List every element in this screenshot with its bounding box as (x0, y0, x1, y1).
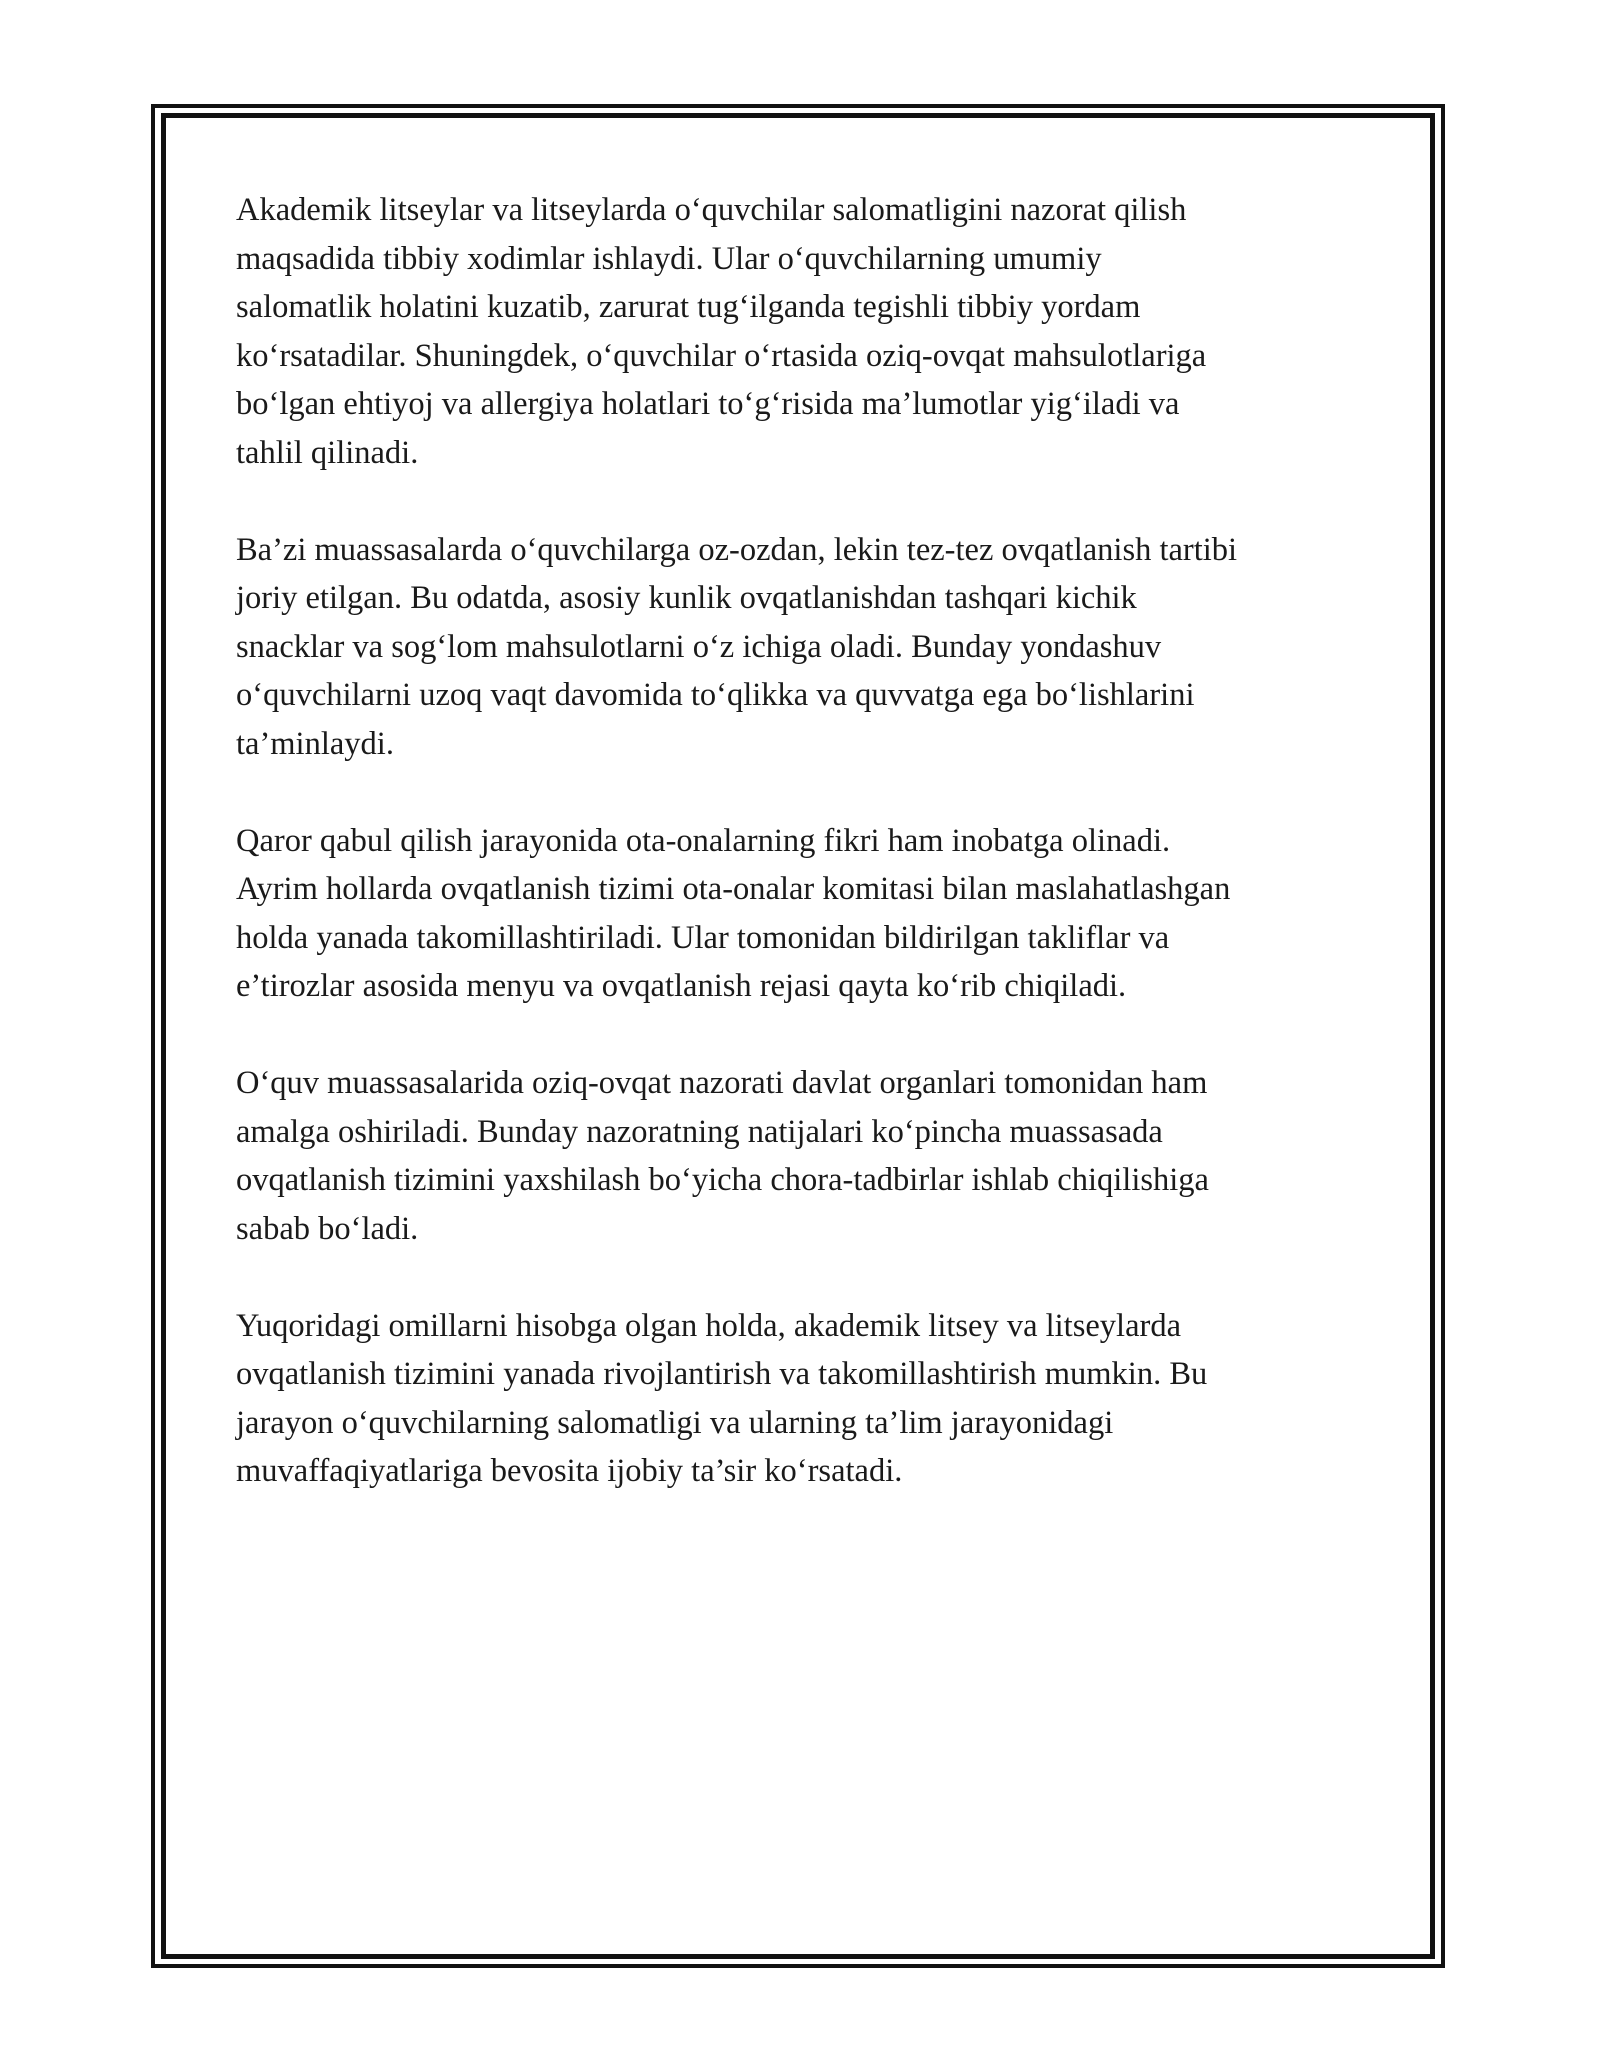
paragraph-meal-schedule: Ba’zi muassasalarda o‘quvchilarga oz-ozdan, lekin tez-tez ovqatlanish tartibi joriy etilgan. Bu odatda, asosiy kunlik ovqatlanishdan tashqari kichik snacklar va sog‘lom mahsulotlarni o‘z ichiga oladi. Bunday yondashuv o‘quvchilarni uzoq vaqt davomida to‘qlikka va quvvatga ega bo‘lishlarini ta’minlaydi. (236, 531, 1238, 762)
document-body (236, 186, 1376, 1544)
paragraph-parent-input: Qaror qabul qilish jarayonida ota-onalarning fikri ham inobatga olinadi. Ayrim hollarda ovqatlanish tizimi ota-onalar komitasi bilan maslahatlashgan holda yanada takomillashtiriladi. Ular tomonidan bildirilgan takliflar va e’tirozlar asosida menyu va ovqatlanish rejasi qayta ko‘rib chiqiladi. (236, 822, 1231, 1004)
paragraph-state-control: O‘quv muassasalarida oziq-ovqat nazorati davlat organlari tomonidan ham amalga oshiriladi. Bunday nazoratning natijalari ko‘pincha muassasada ovqatlanish tizimini yaxshilash bo‘yicha chora-tadbirlar ishlab chiqilishiga sabab bo‘ladi. (236, 1065, 1209, 1247)
paragraph-conclusion: Yuqoridagi omillarni hisobga olgan holda, akademik litsey va litseylarda ovqatlanish tizimini yanada rivojlantirish va takomillashtirish mumkin. Bu jarayon o‘quvchilarning salomatligi va ularning ta’lim jarayonidagi muvaffaqiyatlariga bevosita ijobiy ta’sir ko‘rsatadi. (236, 1307, 1208, 1489)
paragraph-health-staff: Akademik litseylar va litseylarda o‘quvchilar salomatligini nazorat qilish maqsadida tibbiy xodimlar ishlaydi. Ular o‘quvchilarning umumiy salomatlik holatini kuzatib, zarurat tug‘ilganda tegishli tibbiy yordam ko‘rsatadilar. Shuningdek, o‘quvchilar o‘rtasida oziq-ovqat mahsulotlariga bo‘lgan ehtiyoj va allergiya holatlari to‘g‘risida ma’lumotlar yig‘iladi va tahlil qilinadi. (236, 192, 1207, 471)
